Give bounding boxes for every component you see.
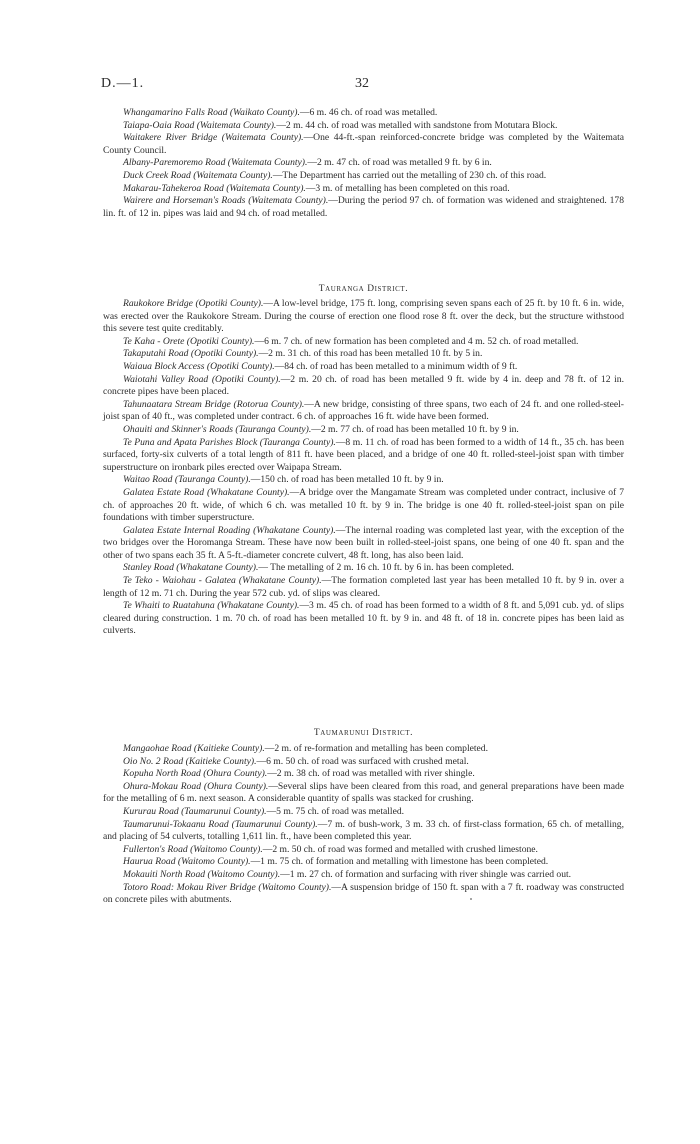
paragraph bbox=[103, 806, 624, 819]
paragraph bbox=[103, 869, 624, 882]
paragraph-title: Mangaohae Road (Kaitieke County). bbox=[123, 743, 265, 754]
paragraph bbox=[103, 424, 624, 437]
paragraph bbox=[103, 157, 624, 170]
tauranga-section bbox=[103, 298, 624, 638]
paragraph-body: —2 m. 44 ch. of road was metalled with sandstone from Motutara Block. bbox=[276, 119, 558, 131]
paragraph bbox=[103, 348, 624, 361]
paragraph-body: —2 m. 47 ch. of road was metalled 9 ft. by 6 in. bbox=[307, 157, 492, 169]
paragraph-body: —2 m. 20 ch. of road has been metalled 9 ft. wide by 4 in. deep and 78 ft. of 12 in. concrete pipes have been placed. bbox=[103, 373, 624, 398]
paragraph bbox=[103, 743, 624, 756]
paragraph bbox=[103, 474, 624, 487]
paragraph-body: — The metalling of 2 m. 16 ch. 10 ft. by 6 in. has been completed. bbox=[258, 562, 514, 574]
paragraph-body: —6 m. 7 ch. of new formation has been completed and 4 m. 52 ch. of road metalled. bbox=[254, 335, 579, 347]
paragraph-title: Albany-Paremoremo Road (Waitemata County). bbox=[123, 157, 308, 169]
paragraph-title: Te Whaiti to Ruatahuna (Whakatane County). bbox=[123, 600, 300, 612]
paragraph bbox=[103, 844, 624, 857]
paragraph-body: —The Department has carried out the metalling of 230 ch. of this road. bbox=[272, 169, 547, 181]
paragraph-body: —6 m. 46 ch. of road was metalled. bbox=[299, 107, 438, 118]
paragraph-body: —3 m. of metalling has been completed on this road. bbox=[305, 182, 510, 194]
paragraph-title: Te Puna and Apata Parishes Block (Tauranga County). bbox=[123, 436, 336, 448]
paragraph-title: Waitao Road (Tauranga County). bbox=[123, 474, 251, 486]
paragraph-title: Kopuha North Road (Ohura County). bbox=[123, 768, 268, 780]
paragraph-body: —6 m. 50 ch. of road was surfaced with crushed metal. bbox=[256, 755, 469, 767]
paragraph-body: —2 m. of re-formation and metalling has been completed. bbox=[264, 743, 489, 754]
paragraph bbox=[103, 107, 624, 120]
top-section bbox=[103, 107, 624, 220]
paragraph-body: —Several slips have been cleared from this road, and general preparations have been made for the metalling of 6 m. next season. A considerable quantity of spalls was stacked for crushing. bbox=[103, 780, 625, 805]
paragraph-title: Duck Creek Road (Waitemata County). bbox=[123, 169, 273, 181]
paragraph-title: Taumarunui-Tokaanu Road (Taumarunui County). bbox=[123, 818, 318, 830]
paragraph bbox=[103, 120, 624, 133]
paragraph-title: Takaputahi Road (Opotiki County). bbox=[123, 348, 259, 360]
paragraph-body: —1 m. 75 ch. of formation and metalling with limestone has been completed. bbox=[250, 856, 549, 868]
paragraph-body: —3 m. 45 ch. of road has been formed to a width of 8 ft. and 5,091 cub. yd. of slips cleared during construction. 1 m. 70 ch. of road has been metalled 10 ft. by 9 in. and 48 ft. of 18 in. concrete pipes has been laid as culverts. bbox=[103, 600, 624, 637]
paragraph-body: —1 m. 27 ch. of formation and surfacing with river shingle was carried out. bbox=[280, 868, 572, 880]
paragraph-body: —A bridge over the Mangamate Stream was completed under contract, inclusive of 7 ch. of approaches 20 ft. wide, of which 6 ch. was metalled 10 ft. by 9 in. The bridge is one 40 ft. rolled-steel-joist span on pile foundations with timber superstructure. bbox=[103, 486, 624, 524]
paragraph-body: —The formation completed last year has been metalled 10 ft. by 9 in. over a length of 12 m. 71 ch. During the year 572 cub. yd. of slips was cleared. bbox=[103, 575, 624, 599]
paragraph-body: —2 m. 31 ch. of this road has been metalled 10 ft. by 5 in. bbox=[258, 348, 483, 360]
paragraph bbox=[103, 336, 624, 349]
paragraph-title: Galatea Estate Road (Whakatane County). bbox=[123, 486, 290, 498]
paragraph bbox=[103, 361, 624, 374]
paragraph bbox=[103, 768, 624, 781]
paragraph bbox=[103, 575, 624, 600]
paragraph-title: Kururau Road (Taumarunui County). bbox=[123, 805, 267, 817]
paragraph-title: Waitakere River Bridge (Waitemata County). bbox=[123, 132, 304, 144]
paragraph-body: —5 m. 75 ch. of road was metalled. bbox=[266, 805, 405, 817]
paragraph-body: —150 ch. of road has been metalled 10 ft. by 9 in. bbox=[250, 474, 444, 486]
paragraph-body: —The internal roading was completed last year, with the exception of the two bridges over the Horomanga Stream. These have now been built in rolled-steel-joist spans, one being of one 40 ft. span and the other of two spans each 35 ft. A 5-ft.-diameter concrete culvert, 48 ft. long, has also been laid. bbox=[103, 524, 624, 561]
paragraph bbox=[103, 600, 624, 638]
paragraph-title: Tahunaatara Stream Bridge (Rotorua County). bbox=[123, 398, 305, 410]
page-number: 32 bbox=[355, 76, 369, 91]
paragraph-body: —2 m. 38 ch. of road was metalled with river shingle. bbox=[267, 768, 475, 780]
taumarunui-section bbox=[103, 743, 624, 907]
paragraph-body: —During the period 97 ch. of formation was widened and straightened. 178 lin. ft. of 12 in. pipes was laid and 94 ch. of road metalled. bbox=[103, 195, 624, 219]
paragraph bbox=[103, 183, 624, 196]
paragraph-title: Wairere and Horseman's Roads (Waitemata County). bbox=[123, 195, 329, 207]
paragraph-title: Mokauiti North Road (Waitomo County). bbox=[123, 868, 281, 880]
paragraph bbox=[103, 399, 624, 424]
paragraph-body: —A low-level bridge, 175 ft. long, comprising seven spans each of 25 ft. by 10 ft. 6 in. wide, was erected over the Raukokore Stream. During the course of erection one flood rose 8 ft. over the deck, but the structure withstood this severe test quite creditably. bbox=[103, 298, 624, 335]
paragraph-title: Ohura-Mokau Road (Ohura County). bbox=[123, 780, 269, 792]
paragraph-title: Te Teko - Waiohau - Galatea (Whakatane County). bbox=[123, 575, 322, 587]
paragraph bbox=[103, 170, 624, 183]
paragraph-title: Ohauiti and Skinner's Roads (Tauranga County). bbox=[123, 423, 312, 435]
paragraph bbox=[103, 756, 624, 769]
paragraph bbox=[103, 437, 624, 475]
paragraph bbox=[103, 132, 624, 157]
paragraph-title: Galatea Estate Internal Roading (Whakatane County). bbox=[123, 524, 336, 536]
paragraph-body: —2 m. 77 ch. of road has been metalled 10 ft. by 9 in. bbox=[311, 423, 519, 435]
paragraph-title: Taiapa-Oaia Road (Waitemata County). bbox=[123, 119, 277, 131]
paragraph bbox=[103, 856, 624, 869]
paragraph bbox=[103, 562, 624, 575]
paragraph-title: Haurua Road (Waitomo County). bbox=[123, 856, 251, 868]
paragraph-title: Waiotahi Valley Road (Opotiki County). bbox=[123, 373, 281, 385]
paragraph bbox=[103, 781, 624, 806]
document-reference: D.—1. bbox=[101, 76, 145, 91]
paragraph-title: Fullerton's Road (Waitomo County). bbox=[123, 843, 263, 855]
paragraph-title: Totoro Road: Mokau River Bridge (Waitomo County). bbox=[123, 881, 332, 893]
paragraph-body: —7 m. of bush-work, 3 m. 33 ch. of first-class formation, 65 ch. of metalling, and placing of 54 culverts, totalling 1,611 lin. ft., have been completed this year. bbox=[103, 818, 625, 843]
paragraph bbox=[103, 298, 624, 336]
section-heading-tauranga: Tauranga District. bbox=[318, 284, 409, 294]
paragraph bbox=[103, 525, 624, 563]
paragraph bbox=[103, 882, 624, 907]
paragraph bbox=[103, 195, 624, 220]
paragraph-body: —2 m. 50 ch. of road was formed and metalled with crushed limestone. bbox=[262, 843, 538, 855]
paragraph-body: —One 44-ft.-span reinforced-concrete bridge was completed by the Waitemata County Council. bbox=[103, 132, 624, 156]
paragraph-title: Te Kaha - Orete (Opotiki County). bbox=[123, 335, 255, 347]
paragraph-body: —8 m. 11 ch. of road has been formed to a width of 14 ft., 35 ch. has been surfaced, forty-six culverts of a total length of 811 ft. have been placed, and a bridge of one 40 ft. rolled-steel-joist span with timber superstructure on ironbark piles erected over Waipapa Stream. bbox=[103, 436, 624, 473]
section-heading-taumarunui: Taumarunui District. bbox=[313, 728, 414, 738]
paragraph-title: Makarau-Tahekeroa Road (Waitemata County). bbox=[123, 182, 306, 194]
speck bbox=[470, 898, 472, 900]
paragraph-title: Raukokore Bridge (Opotiki County). bbox=[123, 298, 264, 309]
paragraph-title: Stanley Road (Whakatane County). bbox=[123, 562, 259, 574]
paragraph-title: Oio No. 2 Road (Kaitieke County). bbox=[123, 755, 257, 767]
paragraph-body: —A suspension bridge of 150 ft. span with a 7 ft. roadway was constructed on concrete piles with abutments. bbox=[103, 881, 624, 906]
paragraph-title: Waiaua Block Access (Opotiki County). bbox=[123, 360, 275, 372]
paragraph bbox=[103, 374, 624, 399]
paragraph-body: —84 ch. of road has been metalled to a minimum width of 9 ft. bbox=[274, 360, 518, 372]
paragraph-body: —A new bridge, consisting of three spans, two each of 24 ft. and one rolled-steel-joist span of 40 ft., was completed under contract. 6 ch. of approaches 16 ft. wide have been formed. bbox=[103, 398, 624, 423]
paragraph bbox=[103, 819, 624, 844]
paragraph bbox=[103, 487, 624, 525]
paragraph-title: Whangamarino Falls Road (Waikato County). bbox=[123, 107, 300, 118]
